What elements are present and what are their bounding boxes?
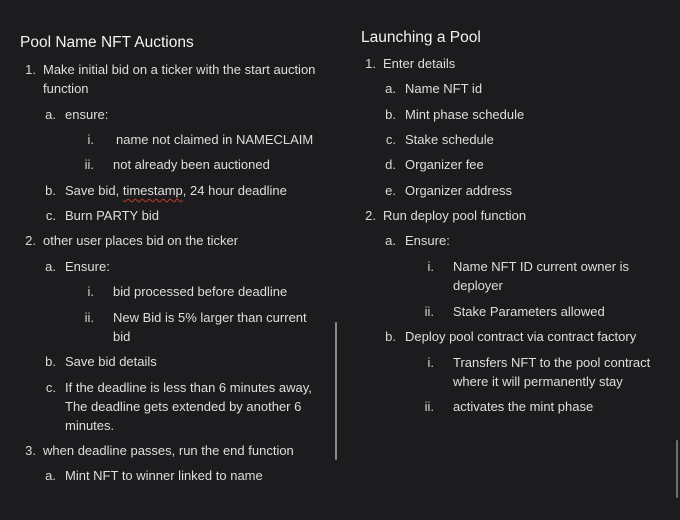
list-marker: 1. (25, 62, 36, 77)
list-marker: a. (45, 259, 56, 274)
list-item: other user places bid on the ticker (43, 233, 239, 248)
list-item: Ensure: (405, 233, 450, 248)
list-marker: a. (385, 81, 396, 96)
list-marker: a. (45, 468, 56, 483)
list-item: ensure: (65, 107, 109, 122)
list-marker: c. (45, 380, 56, 395)
list-marker: a. (385, 233, 396, 248)
list-marker: ii. (424, 304, 434, 319)
list-marker: b. (385, 329, 396, 344)
list-item: If the deadline is less than 6 minutes away, The deadline gets extended by another 6 minutes. (65, 380, 312, 433)
list-item: Name NFT id (405, 81, 483, 96)
list-item: New Bid is 5% larger than current bid (113, 310, 307, 344)
list-marker: ii. (84, 157, 94, 172)
column-divider (335, 322, 337, 460)
list-marker: b. (385, 107, 396, 122)
list-item: Mint phase schedule (405, 107, 525, 122)
list-marker: d. (385, 157, 396, 172)
vertical-scrollbar[interactable] (676, 440, 678, 498)
list-item: activates the mint phase (453, 399, 594, 414)
list-item: Organizer fee (405, 157, 484, 172)
list-marker: b. (45, 354, 56, 369)
list-marker: i. (427, 259, 434, 274)
list-item: Deploy pool contract via contract factory (405, 329, 637, 344)
list-item: Save bid details (65, 354, 157, 369)
list-marker: ii. (84, 310, 94, 325)
list-item-text: , 24 hour deadline (182, 183, 287, 198)
list-marker: a. (45, 107, 56, 122)
list-marker: e. (385, 183, 396, 198)
list-item: Make initial bid on a ticker with the start auction function (43, 62, 316, 96)
list-item: Stake Parameters allowed (453, 304, 605, 319)
list-item (65, 181, 335, 200)
list-item: Stake schedule (405, 132, 494, 147)
list-marker: c. (45, 208, 56, 223)
list-marker: i. (87, 284, 94, 299)
list-item: Name NFT ID current owner is deployer (453, 259, 630, 293)
list-item: Ensure: (65, 259, 110, 274)
list-marker: 2. (25, 233, 36, 248)
list-item: Mint NFT to winner linked to name (65, 468, 263, 483)
list-marker: 1. (365, 56, 376, 71)
list-marker: b. (45, 183, 56, 198)
heading-pool-name-nft-auctions: Pool Name NFT Auctions (20, 34, 194, 51)
list-item: bid processed before deadline (113, 284, 288, 299)
list-item: Burn PARTY bid (65, 208, 159, 223)
list-marker: i. (87, 132, 94, 147)
spellcheck-flagged-word: timestamp (122, 183, 183, 198)
list-item: not already been auctioned (113, 157, 270, 172)
list-marker: ii. (424, 399, 434, 414)
list-item: when deadline passes, run the end function (43, 443, 294, 458)
list-marker: 3. (25, 443, 36, 458)
list-marker: i. (427, 355, 434, 370)
list-marker: c. (385, 132, 396, 147)
list-item: Run deploy pool function (383, 208, 527, 223)
heading-launching-a-pool: Launching a Pool (361, 29, 481, 46)
list-item: Transfers NFT to the pool contract where it will permanently stay (453, 355, 651, 389)
list-marker: 2. (365, 208, 376, 223)
list-item: Organizer address (405, 183, 512, 198)
list-item: name not claimed in NAMECLAIM (116, 132, 314, 147)
list-item-text: Save bid, (65, 183, 123, 198)
list-item: Enter details (383, 56, 456, 71)
